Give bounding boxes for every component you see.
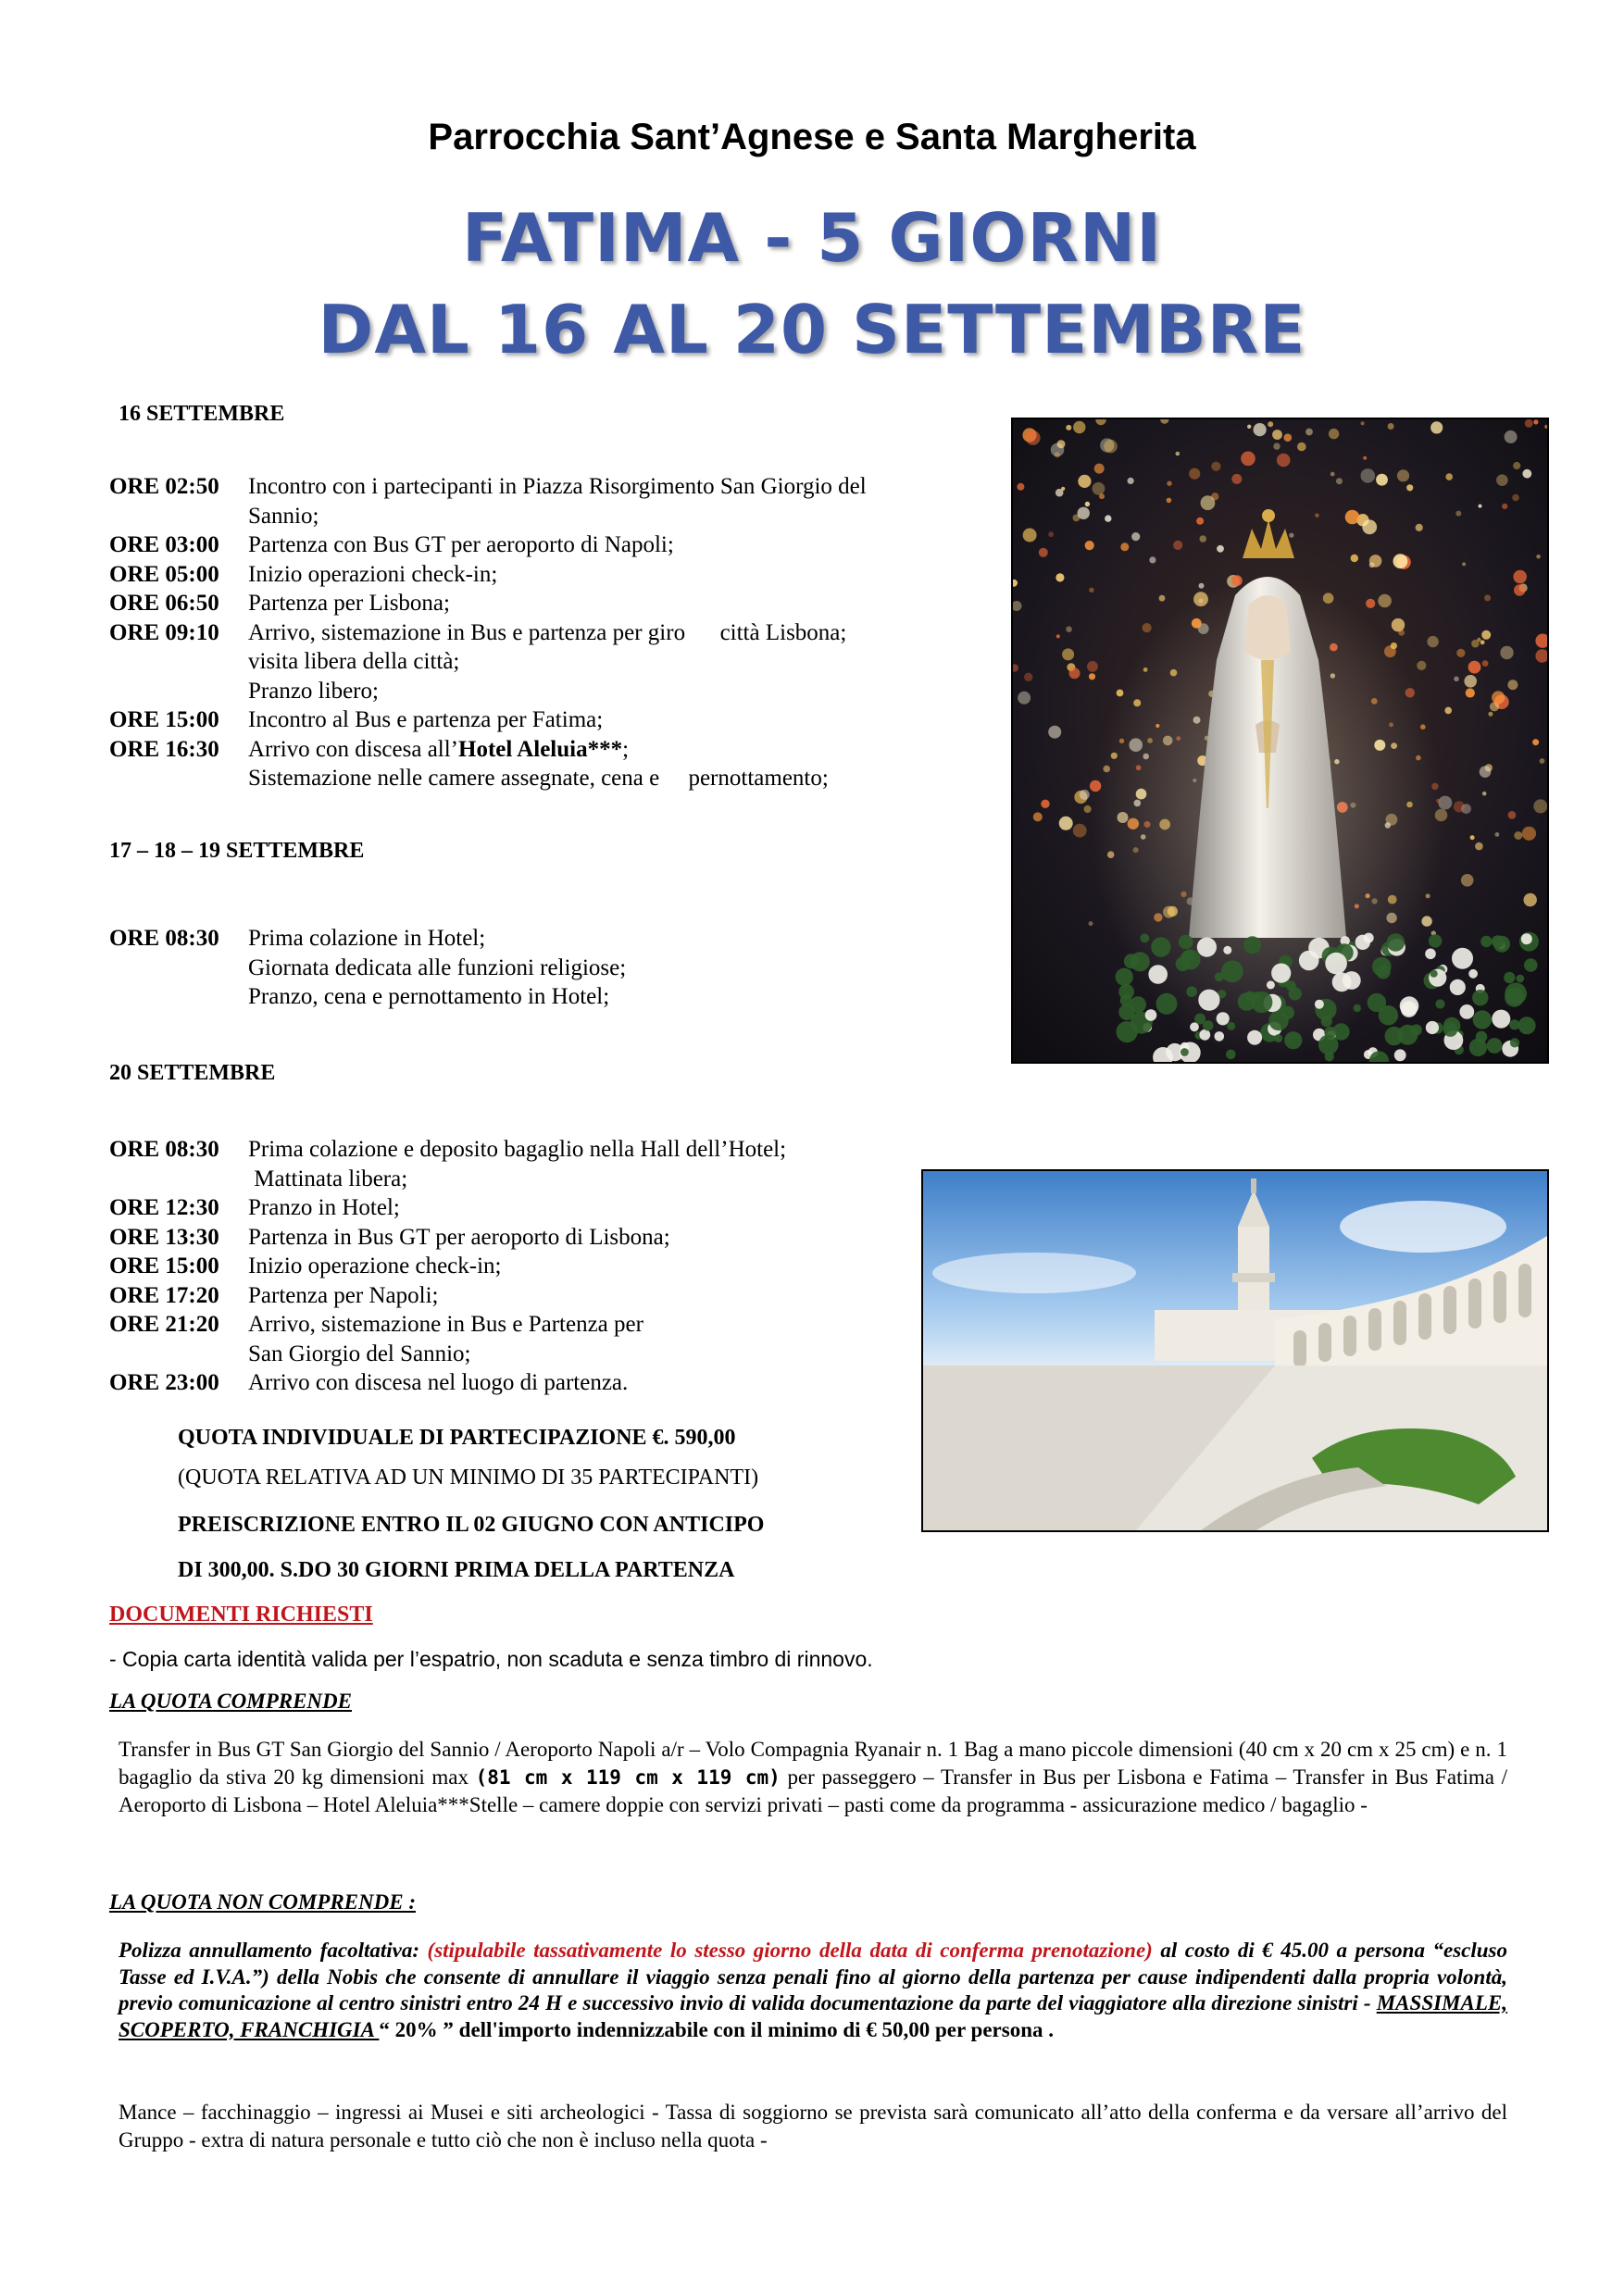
schedule-row xyxy=(109,618,1017,648)
schedule-time: ORE 15:00 xyxy=(109,707,219,732)
day2-heading: 17 – 18 – 19 SETTEMBRE xyxy=(109,839,365,863)
schedule-row xyxy=(109,1252,943,1281)
schedule-time: ORE 08:30 xyxy=(109,1137,219,1162)
schedule-time xyxy=(109,647,248,677)
schedule-activity-text: Arrivo con discesa nel luogo di partenza. xyxy=(248,1370,629,1395)
schedule-activity-text: Incontro al Bus e partenza per Fatima; xyxy=(248,707,604,732)
schedule-activity xyxy=(248,1368,943,1398)
schedule-time: ORE 02:50 xyxy=(109,474,219,499)
schedule-time: ORE 15:00 xyxy=(109,1254,219,1278)
schedule-time: ORE 06:50 xyxy=(109,591,219,616)
schedule-row xyxy=(109,705,1017,735)
schedule-activity-text: Prima colazione in Hotel; xyxy=(248,926,486,951)
schedule-time xyxy=(109,764,248,793)
schedule-activity-text: Incontro con i partecipanti in Piazza Risorgimento San Giorgio del xyxy=(248,474,867,499)
insurance-text-red: (stipulabile tassativamente lo stesso giorno della data di conferma prenotazione) xyxy=(427,1939,1153,1962)
schedule-activity-text: Pranzo, cena e pernottamento in Hotel; xyxy=(248,984,610,1009)
schedule-activity xyxy=(248,735,1017,765)
schedule-activity xyxy=(248,1135,943,1165)
schedule-row xyxy=(109,924,1017,954)
schedule-activity xyxy=(248,502,1017,531)
includes-label: LA QUOTA COMPRENDE xyxy=(109,1690,352,1713)
schedule-activity xyxy=(248,1223,943,1253)
excludes-other-text: Mance – facchinaggio – ingressi ai Musei e siti archeologici - Tassa di soggiorno se prevista sarà comunicato all’atto della conferma e da versare all’arrivo del Gruppo - extra di natura personale e tutto ciò che non è incluso nella quota - xyxy=(119,2101,1507,2152)
schedule-activity xyxy=(248,764,1017,793)
schedule-time: ORE 23:00 xyxy=(109,1370,219,1395)
schedule-activity-text: Inizio operazioni check-in; xyxy=(248,561,498,587)
schedule-time: ORE 12:30 xyxy=(109,1195,219,1220)
schedule-activity-text: Pranzo in Hotel; xyxy=(248,1195,400,1220)
schedule-activity-suffix: ; xyxy=(622,736,630,762)
prescription-line-1: PREISCRIZIONE ENTRO IL 02 GIUGNO CON ANTICIPO xyxy=(178,1513,765,1537)
schedule-time xyxy=(109,677,248,706)
schedule-activity-text: Sistemazione nelle camere assegnate, cena e pernottamento; xyxy=(248,766,829,791)
schedule-row xyxy=(109,1193,943,1223)
schedule-activity-text: Giornata dedicata alle funzioni religiose; xyxy=(248,954,627,980)
documents-text: - Copia carta identità valida per l’espatrio, non scaduta e senza timbro di rinnovo. xyxy=(109,1647,873,1671)
schedule-activity xyxy=(248,1310,943,1340)
documents-label: DOCUMENTI RICHIESTI xyxy=(109,1603,373,1627)
day1-schedule xyxy=(109,472,1017,793)
schedule-activity-text: visita libera della città; xyxy=(248,649,460,674)
schedule-time: ORE 17:20 xyxy=(109,1282,219,1308)
schedule-activity-text: Pranzo libero; xyxy=(248,678,379,704)
schedule-activity-text: Partenza per Lisbona; xyxy=(248,591,450,616)
sanctuary-image xyxy=(921,1169,1549,1532)
schedule-activity xyxy=(248,647,1017,677)
schedule-activity xyxy=(248,677,1017,706)
schedule-row xyxy=(109,677,1017,706)
schedule-activity xyxy=(248,1281,943,1311)
schedule-row xyxy=(109,1310,943,1340)
schedule-activity-text: Arrivo, sistemazione in Bus e partenza per giro città Lisbona; xyxy=(248,619,847,645)
hotel-name: Hotel Aleluia*** xyxy=(458,736,623,762)
schedule-row xyxy=(109,589,1017,618)
schedule-row xyxy=(109,1223,943,1253)
insurance-text xyxy=(119,1938,1507,2043)
schedule-activity xyxy=(248,472,1017,502)
schedule-activity-text: Partenza in Bus GT per aeroporto di Lisbona; xyxy=(248,1224,670,1250)
schedule-activity-text: Arrivo con discesa all’ xyxy=(248,736,459,762)
schedule-time: ORE 13:30 xyxy=(109,1224,219,1250)
schedule-row xyxy=(109,1135,943,1165)
includes-text-a: Transfer in Bus GT San Giorgio del Sannio / Aeroporto Napoli a/r – Volo Compagnia Ryanair n. 1 Bag a mano piccole dimensioni (40 cm x 20 cm x 25 cm) e n. 1 bagaglio da stiva 20 kg dimensioni max xyxy=(119,1738,1507,1789)
prescription-line-2: DI 300,00. S.DO 30 GIORNI PRIMA DELLA PARTENZA xyxy=(178,1558,735,1582)
includes-text-bold: (81 cm x 119 cm x 119 cm) xyxy=(475,1766,781,1789)
schedule-time: ORE 09:10 xyxy=(109,619,219,645)
madonna-statue-illustration xyxy=(1013,419,1547,1062)
schedule-activity-text: Partenza con Bus GT per aeroporto di Napoli; xyxy=(248,532,674,557)
day2-schedule xyxy=(109,924,1017,1012)
title-line-1: FATIMA - 5 GIORNI xyxy=(461,199,1163,277)
schedule-time: ORE 03:00 xyxy=(109,532,219,557)
includes-text-b: per passeggero – Transfer in Bus per Lisbona e Fatima – Transfer in Bus Fatima / Aeroporto di Lisbona – Hotel Aleluia***Stelle – camere doppie con servizi privati – pasti come da programma - assicurazione medico / bagaglio - xyxy=(119,1765,1507,1816)
schedule-row xyxy=(109,560,1017,590)
quota-minimum: (QUOTA RELATIVA AD UN MINIMO DI 35 PARTECIPANTI) xyxy=(178,1466,759,1490)
schedule-activity-text: San Giorgio del Sannio; xyxy=(248,1341,471,1366)
day1-heading: 16 SETTEMBRE xyxy=(119,402,285,426)
schedule-row xyxy=(109,1340,943,1369)
schedule-row xyxy=(109,735,1017,765)
includes-text xyxy=(119,1736,1507,1819)
day3-schedule xyxy=(109,1135,943,1398)
schedule-time xyxy=(109,1340,248,1369)
schedule-activity-text: Arrivo, sistemazione in Bus e Partenza per xyxy=(248,1312,643,1337)
schedule-row xyxy=(109,1165,943,1194)
madonna-statue-image xyxy=(1011,418,1549,1064)
schedule-activity-text: Prima colazione e deposito bagaglio nella Hall dell’Hotel; xyxy=(248,1137,787,1162)
schedule-row xyxy=(109,1368,943,1398)
schedule-activity-text: Inizio operazione check-in; xyxy=(248,1254,502,1278)
schedule-activity xyxy=(248,1165,943,1194)
schedule-activity xyxy=(248,589,1017,618)
schedule-activity xyxy=(248,1252,943,1281)
day3-heading: 20 SETTEMBRE xyxy=(109,1061,276,1085)
schedule-row xyxy=(109,954,1017,983)
quota-price: QUOTA INDIVIDUALE DI PARTECIPAZIONE €. 590,00 xyxy=(178,1426,736,1450)
insurance-text-a: Polizza annullamento facoltativa: xyxy=(119,1939,428,1962)
schedule-time xyxy=(109,954,248,983)
insurance-text-c: “ 20% ” dell'importo indennizzabile con il minimo di € 50,00 per persona . xyxy=(379,2017,1054,2041)
schedule-activity xyxy=(248,618,1017,648)
sanctuary-illustration xyxy=(923,1171,1547,1530)
schedule-time: ORE 08:30 xyxy=(109,926,219,951)
schedule-time xyxy=(109,1165,248,1194)
schedule-activity xyxy=(248,560,1017,590)
schedule-time xyxy=(109,502,248,531)
schedule-activity xyxy=(248,705,1017,735)
schedule-row xyxy=(109,982,1017,1012)
schedule-row xyxy=(109,764,1017,793)
schedule-activity xyxy=(248,924,1017,954)
schedule-activity xyxy=(248,982,1017,1012)
insurance-text-underlined: MASSIMALE, SCOPERTO, FRANCHIGIA xyxy=(119,1991,1507,2041)
schedule-activity xyxy=(248,954,1017,983)
schedule-row xyxy=(109,502,1017,531)
schedule-time: ORE 21:20 xyxy=(109,1312,219,1337)
schedule-row xyxy=(109,530,1017,560)
schedule-row xyxy=(109,472,1017,502)
insurance-text-b: al costo di € 45.00 a persona “escluso Tasse ed I.V.A.”) della Nobis che consente di annullare il viaggio senza penali fino al giorno della partenza per cause indipendenti dalla propria volontà, previo comunicazione al centro sinistri entro 24 H e successivo invio di valida documentazione da parte del viaggiatore alla direzione sinistri - xyxy=(119,1939,1507,2014)
schedule-activity-text: Mattinata libera; xyxy=(248,1166,408,1191)
schedule-row xyxy=(109,647,1017,677)
schedule-time xyxy=(109,982,248,1012)
schedule-row xyxy=(109,1281,943,1311)
schedule-time: ORE 16:30 xyxy=(109,736,219,762)
parish-name: Parrocchia Sant’Agnese e Santa Margherita xyxy=(428,117,1196,157)
title-line-2: DAL 16 AL 20 SETTEMBRE xyxy=(318,291,1306,368)
schedule-time: ORE 05:00 xyxy=(109,561,219,587)
schedule-activity-text: Partenza per Napoli; xyxy=(248,1282,439,1308)
excludes-label: LA QUOTA NON COMPRENDE : xyxy=(109,1890,416,1914)
schedule-activity xyxy=(248,1340,943,1369)
schedule-activity xyxy=(248,530,1017,560)
schedule-activity-text: Sannio; xyxy=(248,503,319,529)
schedule-activity xyxy=(248,1193,943,1223)
